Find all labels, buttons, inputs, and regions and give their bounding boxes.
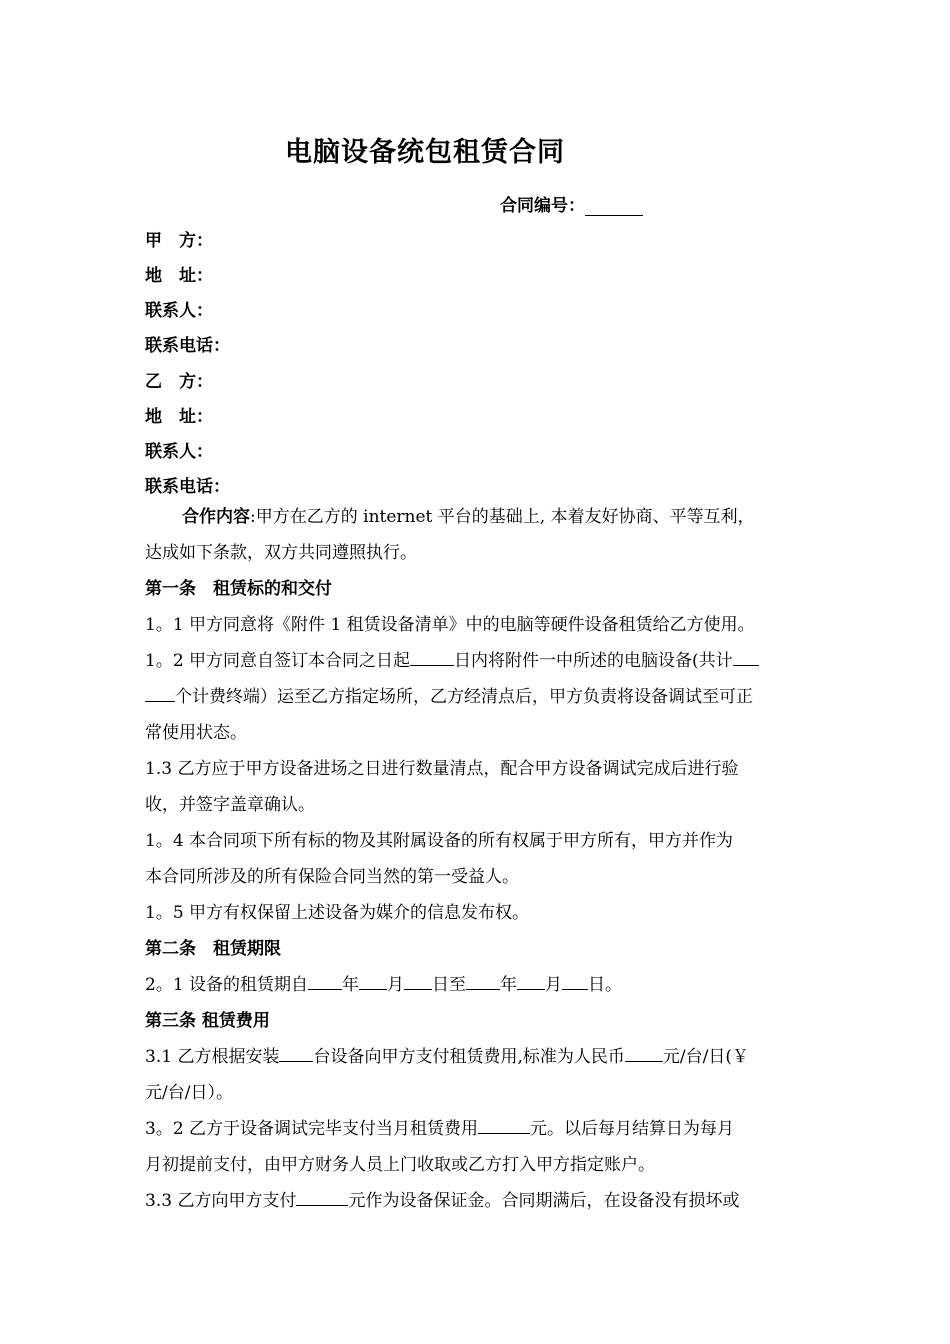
article1-heading: 第一条 租赁标的和交付: [145, 579, 332, 599]
article1-p2-line2: 个计费终端）运至乙方指定场所，乙方经清点后，甲方负责将设备调试至可正: [145, 679, 845, 715]
device-count-blank: [279, 1043, 313, 1062]
article1-p2-line3: 常使用状态。: [145, 723, 247, 743]
contract-number-blank: [585, 197, 643, 216]
start-month-blank: [359, 971, 387, 990]
start-day-blank: [404, 971, 432, 990]
party-b-address-label: 地 址：: [145, 407, 213, 427]
first-month-fee-blank: [478, 1115, 530, 1134]
party-b-name-label: 乙 方：: [145, 372, 213, 392]
party-a-phone-label: 联系电话：: [145, 336, 230, 356]
article3-p1-line2: 元/台/日）。: [145, 1083, 233, 1103]
party-b-phone-label: 联系电话：: [145, 477, 230, 497]
article1-p1: 1。1 甲方同意将《附件 1 租赁设备清单》中的电脑等硬件设备租赁给乙方使用。: [145, 615, 755, 635]
party-a-address-label: 地 址：: [145, 266, 213, 286]
article1-p3-line1: 1.3 乙方应于甲方设备进场之日进行数量清点，配合甲方设备调试完成后进行验: [145, 759, 739, 779]
rate-blank: [625, 1043, 663, 1062]
article1-p2-line1: 1。2 甲方同意自签订本合同之日起 日内将附件一中所述的电脑设备(共计: [145, 643, 845, 679]
article1-p3-line2: 收，并签字盖章确认。: [145, 795, 315, 815]
terminal-count-blank: [733, 647, 759, 666]
terminal-count-blank-cont: [145, 683, 175, 702]
deposit-blank: [296, 1187, 348, 1206]
contract-number-label: 合同编号：: [500, 196, 585, 216]
document-title: 电脑设备统包租赁合同: [285, 137, 565, 168]
article1-p4-line1: 1。4 本合同项下所有标的物及其附属设备的所有权属于甲方所有，甲方并作为: [145, 831, 734, 851]
end-month-blank: [517, 971, 545, 990]
article3-p3-line1: 3.3 乙方向甲方支付 元作为设备保证金。合同期满后，在设备没有损坏或: [145, 1183, 845, 1219]
intro-line-1: 合作内容:甲方在乙方的 internet 平台的基础上, 本着友好协商、平等互利，: [182, 507, 755, 527]
article3-heading: 第三条 租赁费用: [145, 1011, 270, 1031]
article3-p1-line1: 3.1 乙方根据安装 台设备向甲方支付租赁费用,标准为人民币 元/台/日(￥: [145, 1039, 845, 1075]
article1-p4-line2: 本合同所涉及的所有保险合同当然的第一受益人。: [145, 867, 519, 887]
start-year-blank: [308, 971, 342, 990]
end-year-blank: [466, 971, 500, 990]
intro-line-2: 达成如下条款，双方共同遵照执行。: [145, 543, 417, 563]
party-a-name-label: 甲 方：: [145, 231, 213, 251]
contract-body: [145, 499, 845, 1219]
party-b-contact-label: 联系人：: [145, 442, 213, 462]
article2-heading: 第二条 租赁期限: [145, 939, 281, 959]
end-day-blank: [562, 971, 588, 990]
days-blank: [410, 647, 454, 666]
article3-p2-line1: 3。2 乙方于设备调试完毕支付当月租赁费用 元。以后每月结算日为每月: [145, 1111, 845, 1147]
article1-p5: 1。5 甲方有权保留上述设备为媒介的信息发布权。: [145, 903, 530, 923]
party-a-contact-label: 联系人：: [145, 301, 213, 321]
article2-p1: 2。1 设备的租赁期自 年 月 日至 年 月 日。: [145, 967, 845, 1003]
contract-number: [500, 191, 643, 216]
article3-p2-line2: 月初提前支付，由甲方财务人员上门收取或乙方打入甲方指定账户。: [145, 1155, 655, 1175]
intro-label: 合作内容: [182, 507, 250, 527]
